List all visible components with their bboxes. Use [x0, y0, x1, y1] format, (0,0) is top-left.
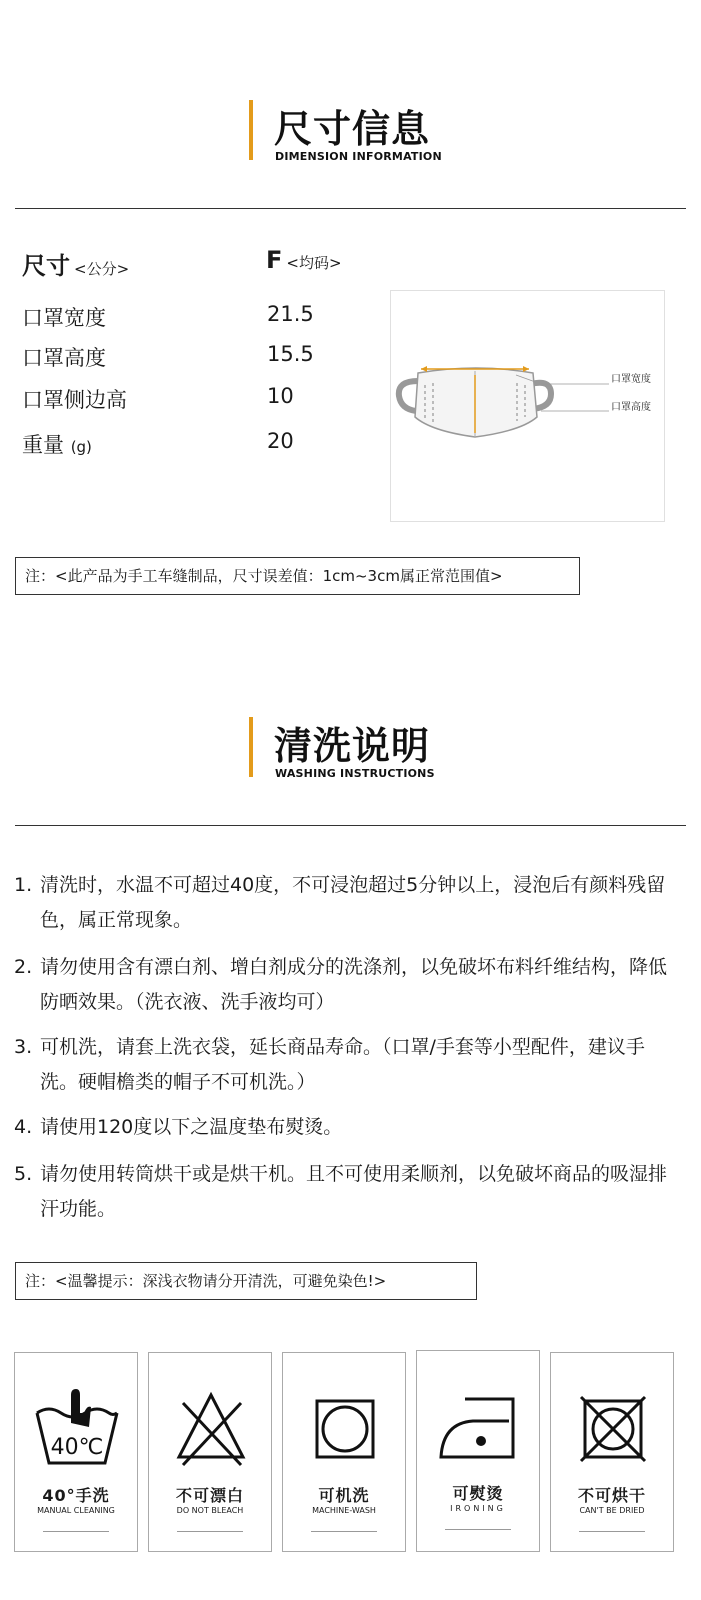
size-row-label: 口罩宽度: [22, 306, 106, 330]
size-label: 尺寸: [22, 252, 70, 280]
washing-subtitle: WASHING INSTRUCTIONS: [275, 767, 435, 780]
wash-item: [14, 1110, 674, 1145]
wash-item-text: 请勿使用含有漂白剂、增白剂成分的洗涤剂，以免破坏布料纤维结构，降低防晒效果。（洗衣液、洗手液均可）: [40, 956, 668, 1013]
size-row-value: 21.5: [267, 302, 314, 326]
code-unit: <均码>: [286, 254, 342, 272]
wash-item: [14, 868, 674, 938]
wash-item-number: 4.: [14, 1116, 33, 1138]
size-row-label: 口罩侧边高: [22, 388, 127, 412]
care-label-en: CAN'T BE DRIED: [579, 1506, 645, 1515]
wash-item-text: 请使用120度以下之温度垫布熨烫。: [40, 1116, 343, 1138]
washing-title: 清洗说明: [274, 724, 431, 768]
weight-unit: (g): [70, 438, 92, 456]
wash-item-number: 3.: [14, 1036, 33, 1058]
size-row-label: 重量: [22, 433, 64, 457]
care-label-en: IRONING: [450, 1504, 506, 1513]
care-card-hand-wash: [14, 1352, 138, 1552]
size-row-value: 20: [267, 429, 294, 453]
divider: [15, 208, 686, 209]
size-row-label: 口罩高度: [22, 346, 106, 370]
wash-item: [14, 1157, 674, 1227]
diagram-label-width: 口罩宽度: [611, 374, 651, 385]
wash-item-number: 5.: [14, 1163, 33, 1185]
diagram-label-height: 口罩高度: [611, 402, 651, 413]
hand-wash-temp: 40℃: [50, 1435, 104, 1460]
iron-icon: [429, 1381, 529, 1471]
mask-diagram: [390, 290, 665, 522]
size-row-value: 10: [267, 384, 294, 408]
size-header: [22, 246, 129, 281]
care-label: 40°手洗: [42, 1486, 110, 1505]
machine-wash-icon: [295, 1383, 395, 1473]
care-card-no-bleach: [148, 1352, 272, 1552]
code-label: F: [266, 246, 283, 274]
no-bleach-icon: [161, 1383, 261, 1473]
care-divider: [177, 1531, 243, 1532]
wash-item: [14, 950, 674, 1020]
care-label: 不可烘干: [577, 1486, 646, 1505]
dimension-note: 注：<此产品为手工车缝制品，尺寸误差值：1cm~3cm属正常范围值>: [15, 557, 580, 595]
care-label-en: DO NOT BLEACH: [176, 1506, 244, 1515]
care-divider: [43, 1531, 109, 1532]
wash-item-text: 可机洗，请套上洗衣袋，延长商品寿命。（口罩/手套等小型配件，建议手洗。硬帽檐类的帽子不可机洗。）: [40, 1036, 645, 1093]
wash-item-number: 1.: [14, 874, 33, 896]
washing-note: 注：<温馨提示：深浅衣物请分开清洗，可避免染色!>: [15, 1262, 477, 1300]
care-card-no-tumble-dry: [550, 1352, 674, 1552]
accent-bar: [249, 100, 253, 160]
code-header: [266, 246, 342, 274]
care-label: 不可漂白: [175, 1486, 244, 1505]
wash-item-text: 请勿使用转筒烘干或是烘干机。且不可使用柔顺剂，以免破坏商品的吸湿排汗功能。: [40, 1163, 668, 1220]
wash-item-number: 2.: [14, 956, 33, 978]
care-divider: [579, 1531, 645, 1532]
care-label-en: MACHINE-WASH: [312, 1506, 376, 1515]
weight-row: [22, 429, 92, 459]
dimension-title: 尺寸信息: [274, 107, 431, 151]
care-divider: [311, 1531, 377, 1532]
wash-item: [14, 1030, 674, 1100]
size-unit: <公分>: [74, 260, 130, 278]
care-divider: [445, 1529, 511, 1530]
wash-item-text: 清洗时，水温不可超过40度，不可浸泡超过5分钟以上，浸泡后有颜料残留色，属正常现象。: [40, 874, 666, 931]
no-tumble-dry-icon: [563, 1383, 663, 1473]
care-label: 可机洗: [318, 1486, 370, 1505]
care-label-en: MANUAL CLEANING: [37, 1506, 115, 1515]
divider: [15, 825, 686, 826]
dimension-subtitle: DIMENSION INFORMATION: [275, 150, 442, 163]
size-row-value: 15.5: [267, 342, 314, 366]
care-card-ironing: [416, 1350, 540, 1552]
care-label: 可熨烫: [452, 1484, 504, 1503]
dimension-header: [0, 100, 701, 170]
hand-wash-icon: [27, 1383, 127, 1473]
washing-header: [0, 717, 701, 787]
accent-bar: [249, 717, 253, 777]
care-card-machine-wash: [282, 1352, 406, 1552]
